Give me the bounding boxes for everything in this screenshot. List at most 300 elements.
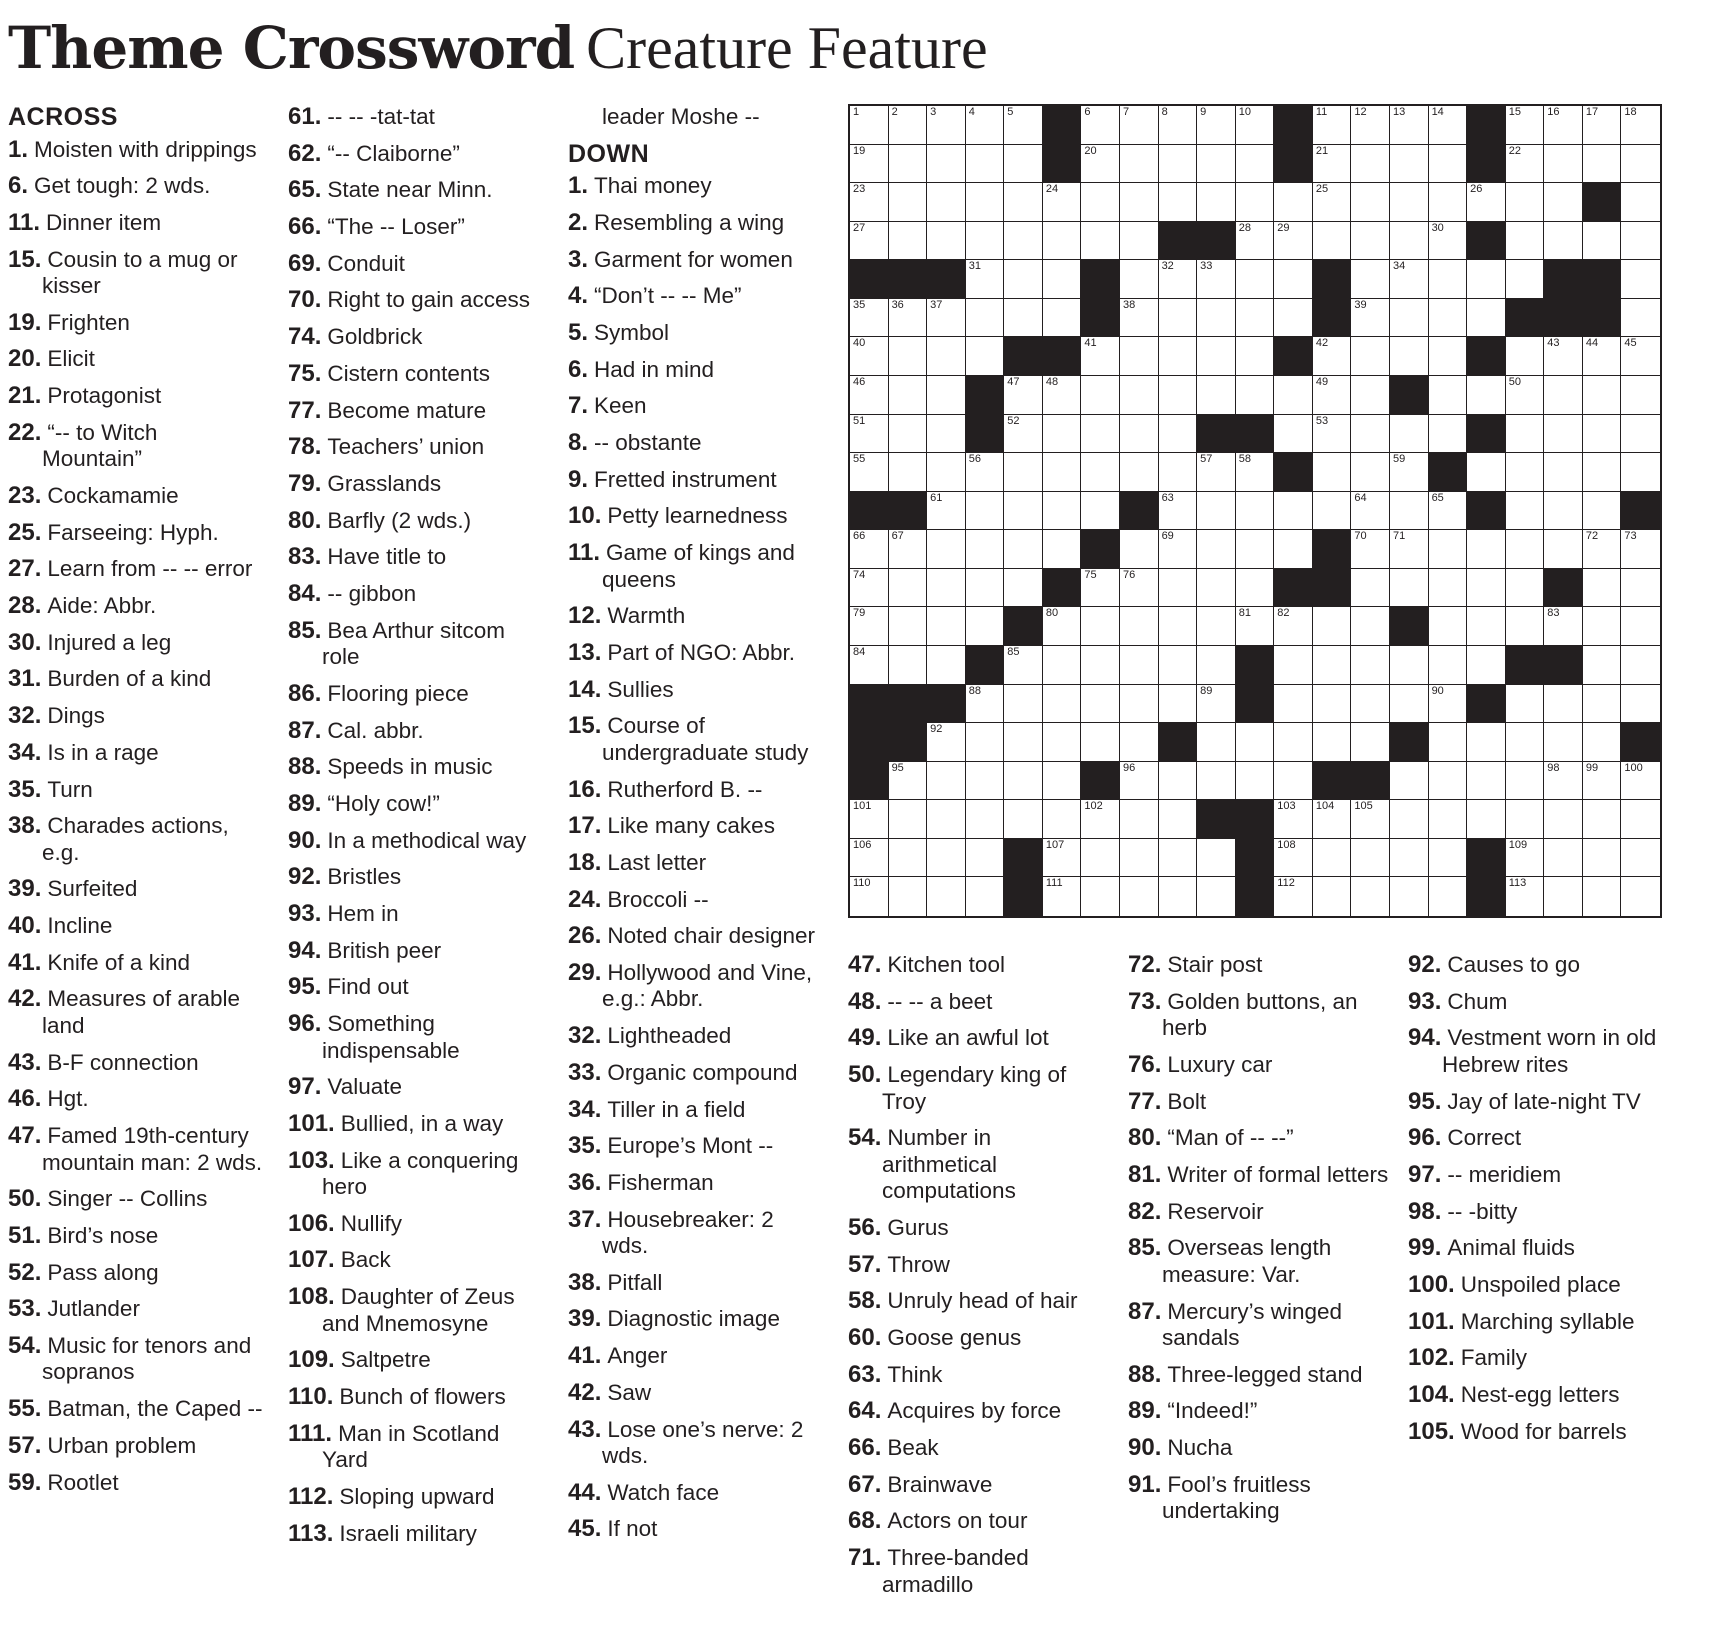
grid-cell[interactable] [1197,646,1236,685]
grid-cell[interactable] [850,106,889,145]
grid-cell[interactable] [850,299,889,338]
grid-cell[interactable] [1043,299,1082,338]
grid-cell[interactable] [1197,106,1236,145]
grid-cell[interactable] [1120,106,1159,145]
grid-cell[interactable] [966,453,1005,492]
grid-cell[interactable] [1274,877,1313,916]
grid-cell[interactable] [1351,183,1390,222]
grid-cell[interactable] [889,106,928,145]
grid-cell[interactable] [1236,492,1275,531]
grid-cell[interactable] [1274,607,1313,646]
grid-cell[interactable] [1043,646,1082,685]
grid-cell[interactable] [1429,877,1468,916]
grid-cell[interactable] [850,800,889,839]
grid-cell[interactable] [1390,260,1429,299]
grid-cell[interactable] [1544,685,1583,724]
grid-cell[interactable] [1390,492,1429,531]
grid-cell[interactable] [1351,453,1390,492]
grid-cell[interactable] [1236,260,1275,299]
grid-cell[interactable] [1313,839,1352,878]
grid-cell[interactable] [927,762,966,801]
grid-cell[interactable] [1274,492,1313,531]
grid-cell[interactable] [1004,800,1043,839]
grid-cell[interactable] [1197,492,1236,531]
grid-cell[interactable] [1429,260,1468,299]
grid-cell[interactable] [1544,800,1583,839]
grid-cell[interactable] [1313,877,1352,916]
grid-cell[interactable] [1429,299,1468,338]
grid-cell[interactable] [1351,646,1390,685]
grid-cell[interactable] [1351,530,1390,569]
grid-cell[interactable] [1004,222,1043,261]
grid-cell[interactable] [1621,685,1660,724]
grid-cell[interactable] [1159,607,1198,646]
grid-cell[interactable] [966,839,1005,878]
grid-cell[interactable] [927,839,966,878]
grid-cell[interactable] [1583,376,1622,415]
grid-cell[interactable] [1506,839,1545,878]
grid-cell[interactable] [1043,607,1082,646]
grid-cell[interactable] [1043,183,1082,222]
grid-cell[interactable] [1274,299,1313,338]
grid-cell[interactable] [1429,415,1468,454]
grid-cell[interactable] [1429,607,1468,646]
grid-cell[interactable] [927,376,966,415]
grid-cell[interactable] [1236,376,1275,415]
grid-cell[interactable] [1120,376,1159,415]
grid-cell[interactable] [1583,530,1622,569]
grid-cell[interactable] [1236,106,1275,145]
grid-cell[interactable] [1467,299,1506,338]
grid-cell[interactable] [889,415,928,454]
grid-cell[interactable] [1467,762,1506,801]
grid-cell[interactable] [1120,453,1159,492]
grid-cell[interactable] [1004,260,1043,299]
grid-cell[interactable] [1274,839,1313,878]
grid-cell[interactable] [1583,723,1622,762]
grid-cell[interactable] [1120,260,1159,299]
grid-cell[interactable] [1159,415,1198,454]
grid-cell[interactable] [1583,646,1622,685]
grid-cell[interactable] [1274,646,1313,685]
grid-cell[interactable] [1236,145,1275,184]
grid-cell[interactable] [1197,723,1236,762]
grid-cell[interactable] [1081,222,1120,261]
grid-cell[interactable] [966,762,1005,801]
grid-cell[interactable] [850,530,889,569]
grid-cell[interactable] [1274,183,1313,222]
grid-cell[interactable] [1351,569,1390,608]
grid-cell[interactable] [1351,415,1390,454]
grid-cell[interactable] [850,376,889,415]
grid-cell[interactable] [1043,530,1082,569]
grid-cell[interactable] [1583,839,1622,878]
grid-cell[interactable] [1236,299,1275,338]
grid-cell[interactable] [1583,800,1622,839]
grid-cell[interactable] [1197,145,1236,184]
grid-cell[interactable] [927,492,966,531]
grid-cell[interactable] [1236,530,1275,569]
grid-cell[interactable] [1004,685,1043,724]
grid-cell[interactable] [1351,839,1390,878]
grid-cell[interactable] [1120,723,1159,762]
grid-cell[interactable] [1621,222,1660,261]
grid-cell[interactable] [1120,183,1159,222]
grid-cell[interactable] [1583,337,1622,376]
grid-cell[interactable] [1506,222,1545,261]
grid-cell[interactable] [1043,376,1082,415]
grid-cell[interactable] [927,106,966,145]
grid-cell[interactable] [1506,145,1545,184]
grid-cell[interactable] [1159,762,1198,801]
grid-cell[interactable] [1390,877,1429,916]
grid-cell[interactable] [1467,530,1506,569]
grid-cell[interactable] [1081,646,1120,685]
grid-cell[interactable] [927,299,966,338]
grid-cell[interactable] [1159,646,1198,685]
grid-cell[interactable] [927,646,966,685]
grid-cell[interactable] [1583,415,1622,454]
grid-cell[interactable] [927,222,966,261]
grid-cell[interactable] [1467,569,1506,608]
grid-cell[interactable] [1429,569,1468,608]
grid-cell[interactable] [850,222,889,261]
grid-cell[interactable] [1429,106,1468,145]
grid-cell[interactable] [1351,685,1390,724]
grid-cell[interactable] [889,569,928,608]
grid-cell[interactable] [1390,839,1429,878]
grid-cell[interactable] [1197,299,1236,338]
grid-cell[interactable] [1274,222,1313,261]
grid-cell[interactable] [927,723,966,762]
grid-cell[interactable] [1043,222,1082,261]
grid-cell[interactable] [1081,337,1120,376]
grid-cell[interactable] [1313,337,1352,376]
grid-cell[interactable] [1236,569,1275,608]
grid-cell[interactable] [1120,607,1159,646]
grid-cell[interactable] [850,337,889,376]
grid-cell[interactable] [1120,299,1159,338]
grid-cell[interactable] [889,376,928,415]
grid-cell[interactable] [1159,145,1198,184]
grid-cell[interactable] [1159,569,1198,608]
grid-cell[interactable] [1120,415,1159,454]
grid-cell[interactable] [889,183,928,222]
grid-cell[interactable] [1390,145,1429,184]
grid-cell[interactable] [1159,800,1198,839]
grid-cell[interactable] [1004,183,1043,222]
grid-cell[interactable] [1313,646,1352,685]
grid-cell[interactable] [1544,492,1583,531]
grid-cell[interactable] [850,183,889,222]
grid-cell[interactable] [1081,607,1120,646]
grid-cell[interactable] [1236,222,1275,261]
grid-cell[interactable] [1159,260,1198,299]
grid-cell[interactable] [1544,183,1583,222]
grid-cell[interactable] [927,453,966,492]
grid-cell[interactable] [1197,839,1236,878]
grid-cell[interactable] [1004,145,1043,184]
grid-cell[interactable] [1081,183,1120,222]
grid-cell[interactable] [1544,723,1583,762]
grid-cell[interactable] [1197,453,1236,492]
grid-cell[interactable] [1004,492,1043,531]
grid-cell[interactable] [1081,145,1120,184]
grid-cell[interactable] [1506,337,1545,376]
grid-cell[interactable] [1429,376,1468,415]
grid-cell[interactable] [889,607,928,646]
grid-cell[interactable] [1506,607,1545,646]
grid-cell[interactable] [1313,145,1352,184]
grid-cell[interactable] [1621,183,1660,222]
grid-cell[interactable] [889,646,928,685]
grid-cell[interactable] [966,607,1005,646]
grid-cell[interactable] [1544,530,1583,569]
grid-cell[interactable] [889,222,928,261]
grid-cell[interactable] [1120,839,1159,878]
grid-cell[interactable] [1390,453,1429,492]
grid-cell[interactable] [1351,376,1390,415]
grid-cell[interactable] [1583,492,1622,531]
grid-cell[interactable] [1544,877,1583,916]
grid-cell[interactable] [1544,762,1583,801]
grid-cell[interactable] [1390,222,1429,261]
grid-cell[interactable] [1313,222,1352,261]
grid-cell[interactable] [1043,685,1082,724]
grid-cell[interactable] [1506,453,1545,492]
grid-cell[interactable] [966,530,1005,569]
grid-cell[interactable] [1583,877,1622,916]
grid-cell[interactable] [889,800,928,839]
grid-cell[interactable] [1544,106,1583,145]
grid-cell[interactable] [1197,685,1236,724]
grid-cell[interactable] [1120,877,1159,916]
grid-cell[interactable] [850,569,889,608]
grid-cell[interactable] [1583,569,1622,608]
grid-cell[interactable] [1351,607,1390,646]
grid-cell[interactable] [1120,685,1159,724]
grid-cell[interactable] [1004,106,1043,145]
grid-cell[interactable] [966,145,1005,184]
grid-cell[interactable] [927,415,966,454]
grid-cell[interactable] [1043,762,1082,801]
grid-cell[interactable] [1274,260,1313,299]
grid-cell[interactable] [1081,106,1120,145]
grid-cell[interactable] [1120,569,1159,608]
grid-cell[interactable] [1236,337,1275,376]
grid-cell[interactable] [1120,222,1159,261]
grid-cell[interactable] [1351,800,1390,839]
grid-cell[interactable] [1621,337,1660,376]
grid-cell[interactable] [889,145,928,184]
grid-cell[interactable] [1583,607,1622,646]
grid-cell[interactable] [1081,685,1120,724]
grid-cell[interactable] [1506,492,1545,531]
grid-cell[interactable] [1313,685,1352,724]
grid-cell[interactable] [1544,337,1583,376]
grid-cell[interactable] [889,839,928,878]
grid-cell[interactable] [1544,222,1583,261]
grid-cell[interactable] [927,607,966,646]
grid-cell[interactable] [1429,646,1468,685]
grid-cell[interactable] [1583,222,1622,261]
grid-cell[interactable] [1236,607,1275,646]
grid-cell[interactable] [1159,299,1198,338]
grid-cell[interactable] [1236,762,1275,801]
grid-cell[interactable] [1313,492,1352,531]
grid-cell[interactable] [850,839,889,878]
grid-cell[interactable] [1159,453,1198,492]
grid-cell[interactable] [1004,415,1043,454]
grid-cell[interactable] [1467,260,1506,299]
grid-cell[interactable] [1081,800,1120,839]
grid-cell[interactable] [1197,183,1236,222]
grid-cell[interactable] [1043,877,1082,916]
grid-cell[interactable] [1004,299,1043,338]
grid-cell[interactable] [1583,453,1622,492]
grid-cell[interactable] [1506,183,1545,222]
grid-cell[interactable] [1081,839,1120,878]
grid-cell[interactable] [1043,723,1082,762]
grid-cell[interactable] [966,723,1005,762]
grid-cell[interactable] [1313,106,1352,145]
grid-cell[interactable] [1351,260,1390,299]
grid-cell[interactable] [1313,376,1352,415]
grid-cell[interactable] [966,183,1005,222]
grid-cell[interactable] [889,530,928,569]
grid-cell[interactable] [1351,492,1390,531]
grid-cell[interactable] [1159,492,1198,531]
grid-cell[interactable] [1621,569,1660,608]
grid-cell[interactable] [1043,800,1082,839]
grid-cell[interactable] [1429,492,1468,531]
grid-cell[interactable] [1197,762,1236,801]
grid-cell[interactable] [1429,762,1468,801]
grid-cell[interactable] [1043,260,1082,299]
grid-cell[interactable] [850,145,889,184]
grid-cell[interactable] [1583,106,1622,145]
grid-cell[interactable] [1081,453,1120,492]
grid-cell[interactable] [1390,646,1429,685]
grid-cell[interactable] [1467,376,1506,415]
grid-cell[interactable] [1120,145,1159,184]
grid-cell[interactable] [1621,800,1660,839]
grid-cell[interactable] [1429,800,1468,839]
grid-cell[interactable] [1429,839,1468,878]
grid-cell[interactable] [927,569,966,608]
grid-cell[interactable] [1351,299,1390,338]
grid-cell[interactable] [1429,183,1468,222]
grid-cell[interactable] [1544,453,1583,492]
grid-cell[interactable] [927,800,966,839]
grid-cell[interactable] [1313,183,1352,222]
grid-cell[interactable] [1506,685,1545,724]
grid-cell[interactable] [1390,183,1429,222]
grid-cell[interactable] [1467,607,1506,646]
grid-cell[interactable] [1621,530,1660,569]
grid-cell[interactable] [1467,723,1506,762]
grid-cell[interactable] [850,453,889,492]
grid-cell[interactable] [966,222,1005,261]
grid-cell[interactable] [1506,415,1545,454]
grid-cell[interactable] [1081,723,1120,762]
grid-cell[interactable] [1274,723,1313,762]
grid-cell[interactable] [1621,299,1660,338]
grid-cell[interactable] [889,877,928,916]
grid-cell[interactable] [1313,723,1352,762]
grid-cell[interactable] [1544,607,1583,646]
grid-cell[interactable] [1390,530,1429,569]
grid-cell[interactable] [1081,877,1120,916]
grid-cell[interactable] [1621,646,1660,685]
grid-cell[interactable] [927,145,966,184]
grid-cell[interactable] [1197,260,1236,299]
grid-cell[interactable] [966,492,1005,531]
grid-cell[interactable] [1390,299,1429,338]
grid-cell[interactable] [1081,415,1120,454]
grid-cell[interactable] [1429,530,1468,569]
grid-cell[interactable] [1621,607,1660,646]
grid-cell[interactable] [1429,222,1468,261]
grid-cell[interactable] [1467,183,1506,222]
grid-cell[interactable] [1159,376,1198,415]
grid-cell[interactable] [1621,415,1660,454]
grid-cell[interactable] [1159,183,1198,222]
grid-cell[interactable] [966,260,1005,299]
grid-cell[interactable] [1313,800,1352,839]
grid-cell[interactable] [1004,530,1043,569]
grid-cell[interactable] [1390,337,1429,376]
grid-cell[interactable] [1197,376,1236,415]
grid-cell[interactable] [1081,569,1120,608]
grid-cell[interactable] [1351,106,1390,145]
grid-cell[interactable] [1120,530,1159,569]
grid-cell[interactable] [1506,723,1545,762]
grid-cell[interactable] [1621,260,1660,299]
grid-cell[interactable] [1081,492,1120,531]
grid-cell[interactable] [1197,569,1236,608]
grid-cell[interactable] [1390,762,1429,801]
grid-cell[interactable] [1159,337,1198,376]
grid-cell[interactable] [1390,415,1429,454]
grid-cell[interactable] [1197,337,1236,376]
grid-cell[interactable] [1467,646,1506,685]
grid-cell[interactable] [1313,607,1352,646]
grid-cell[interactable] [927,877,966,916]
grid-cell[interactable] [1506,106,1545,145]
grid-cell[interactable] [1081,376,1120,415]
grid-cell[interactable] [927,530,966,569]
grid-cell[interactable] [1274,685,1313,724]
grid-cell[interactable] [1390,106,1429,145]
grid-cell[interactable] [1004,376,1043,415]
grid-cell[interactable] [1159,877,1198,916]
grid-cell[interactable] [966,685,1005,724]
grid-cell[interactable] [1390,685,1429,724]
grid-cell[interactable] [1197,877,1236,916]
grid-cell[interactable] [1351,723,1390,762]
grid-cell[interactable] [1506,800,1545,839]
grid-cell[interactable] [1351,222,1390,261]
grid-cell[interactable] [1429,685,1468,724]
grid-cell[interactable] [1544,376,1583,415]
grid-cell[interactable] [1429,723,1468,762]
grid-cell[interactable] [966,569,1005,608]
grid-cell[interactable] [1043,492,1082,531]
grid-cell[interactable] [1120,800,1159,839]
grid-cell[interactable] [1313,453,1352,492]
grid-cell[interactable] [1274,800,1313,839]
